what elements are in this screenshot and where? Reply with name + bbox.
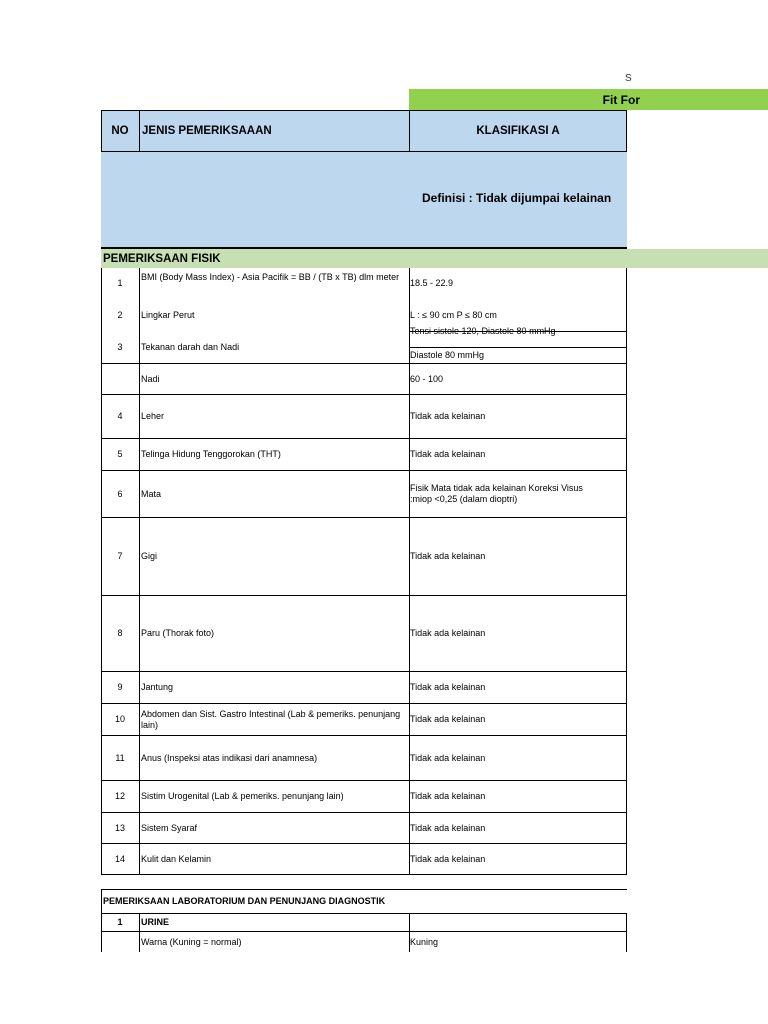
table-row-jenis: Leher [141,411,165,421]
table-row-no: 4 [117,411,123,421]
table-row-no: 10 [114,714,125,724]
col-no-header: NO [111,125,129,137]
table-row-klas: Tidak ada kelainan [410,551,486,561]
table-row-klas: Diastole 80 mmHg [410,350,485,360]
lab-row-jenis: Warna (Kuning = normal) [141,936,242,947]
table-row-no: 13 [114,822,125,833]
definisi-text: Definisi : Tidak dijumpai kelainan [422,191,612,205]
table-row-klas: Tidak ada kelainan [410,752,486,763]
table-row-no: 7 [117,551,123,561]
table-row-klas: Tensi sistole 120, Diastole 80 mmHg [410,326,556,336]
table-row-klas: 18.5 - 22.9 [410,277,454,288]
table-row-klas: Tidak ada kelainan [410,714,486,724]
banner-text: Fit For [602,92,640,107]
table-row-jenis: Sistem Syaraf [141,822,198,833]
table-row-no: 12 [114,791,125,801]
table-row-jenis: Mata [141,488,162,499]
table-row-jenis: Nadi [141,373,160,384]
table-row-klas: Tidak ada kelainan [410,411,486,421]
table-row-jenis: Gigi [141,551,158,561]
table-row-klas: Tidak ada kelainan [410,854,486,864]
table-row-no: 2 [117,309,123,320]
table-row-jenis: Paru (Thorak foto) [141,628,215,638]
table-row-klas: Tidak ada kelainan [410,682,486,692]
table-row-jenis: Sistim Urogenital (Lab & pemeriks. penunjang lain) [141,791,344,801]
section-fisik-title: PEMERIKSAAN FISIK [103,252,221,265]
lab-row-jenis: URINE [141,916,170,927]
table-row-no: 14 [114,854,125,864]
table-row-jenis: Telinga Hidung Tenggorokan (THT) [141,449,281,459]
table-row-klas: L : ≤ 90 cm P ≤ 80 cm [410,309,497,320]
table-row-jenis: Jantung [141,682,174,692]
lab-row-klas: Kuning [410,936,439,947]
table-row-jenis: Kulit dan Kelamin [141,854,212,864]
table-row-jenis: Lingkar Perut [141,309,195,320]
table-row-jenis: Tekanan darah dan Nadi [141,342,240,352]
table-row-jenis: Abdomen dan Sist. Gastro Intestinal (Lab & pemeriks. penunjang lain) [141,708,401,730]
section-lab-title: PEMERIKSAAN LABORATORIUM DAN PENUNJANG DIAGNOSTIK [103,895,386,906]
table-row-klas: 60 - 100 [410,373,444,384]
table-row-jenis: BMI (Body Mass Index) - Asia Pacifik = BB / (TB x TB) dlm meter [141,272,400,282]
table-row-klas: Tidak ada kelainan [410,628,486,638]
top-mark: S [625,73,632,84]
table-row-klas: Tidak ada kelainan [410,791,486,801]
lab-row-no: 1 [117,916,123,927]
table-row-klas: Fisik Mata tidak ada kelainan Koreksi Visus :miop <0,25 (dalam dioptri) [410,483,583,504]
table-row-no: 6 [117,488,123,499]
col-jenis-header: JENIS PEMERIKSAAAN [142,125,272,137]
table-row-no: 11 [115,752,125,763]
fit-for-banner [409,89,768,110]
table-row-no: 9 [117,682,123,692]
table-row-no: 5 [117,449,123,459]
table-row-klas: Tidak ada kelainan [410,449,486,459]
table-row-no: 8 [117,628,123,638]
col-klasifikasi-header: KLASIFIKASI A [476,125,560,137]
table-row-no: 3 [117,342,123,352]
table-row-no: 1 [117,278,123,288]
table-row-klas: Tidak ada kelainan [410,822,486,833]
table-row-jenis: Anus (Inspeksi atas indikasi dari anamnesa) [141,752,318,763]
